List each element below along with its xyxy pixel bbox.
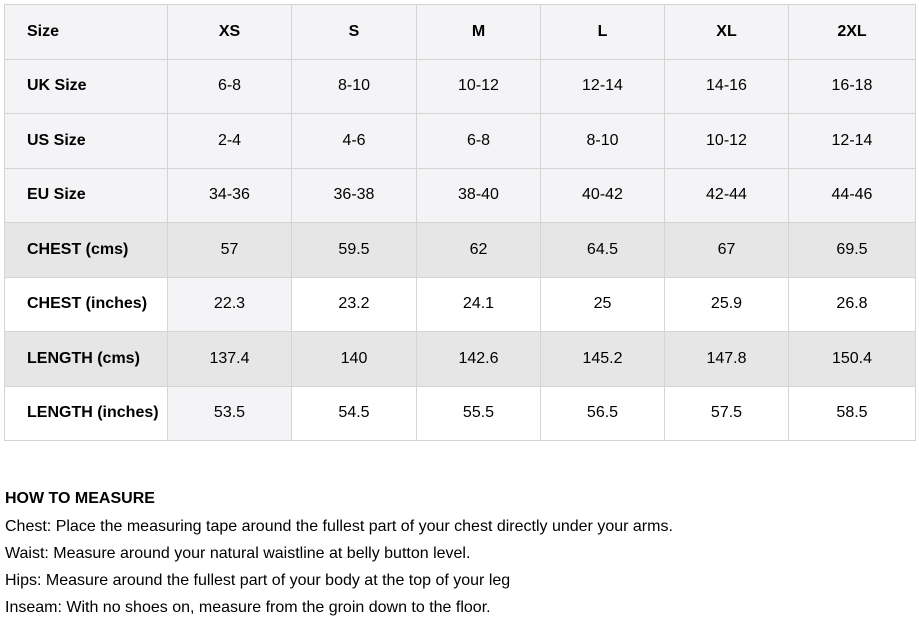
table-row-chest-cms — [5, 223, 916, 278]
table-row-uk-size — [5, 59, 916, 114]
table-row-chest-inches — [5, 277, 916, 332]
table-cell: 4-6 — [292, 114, 417, 169]
table-cell: 58.5 — [789, 386, 916, 441]
row-label: US Size — [5, 114, 168, 169]
header-cell-l: L — [541, 5, 665, 60]
table-cell: 147.8 — [665, 332, 789, 387]
table-cell: 8-10 — [292, 59, 417, 114]
table-cell: 12-14 — [541, 59, 665, 114]
table-cell: 2-4 — [168, 114, 292, 169]
how-to-measure-title: HOW TO MEASURE — [5, 490, 155, 507]
row-label: CHEST (inches) — [5, 277, 168, 332]
table-cell: 137.4 — [168, 332, 292, 387]
table-cell: 42-44 — [665, 168, 789, 223]
table-cell: 34-36 — [168, 168, 292, 223]
row-label: LENGTH (inches) — [5, 386, 168, 441]
table-cell: 24.1 — [417, 277, 541, 332]
table-cell: 12-14 — [789, 114, 916, 169]
table-cell: 6-8 — [168, 59, 292, 114]
table-cell: 142.6 — [417, 332, 541, 387]
table-cell: 67 — [665, 223, 789, 278]
measure-instruction-waist: Waist: Measure around your natural waistline at belly button level. — [5, 545, 471, 562]
how-to-measure-section — [5, 488, 910, 621]
table-cell: 36-38 — [292, 168, 417, 223]
table-cell: 57 — [168, 223, 292, 278]
measure-instruction-hips: Hips: Measure around the fullest part of your body at the top of your leg — [5, 572, 511, 589]
table-cell: 16-18 — [789, 59, 916, 114]
table-row-us-size — [5, 114, 916, 169]
table-cell: 57.5 — [665, 386, 789, 441]
header-cell-m: M — [417, 5, 541, 60]
table-cell: 23.2 — [292, 277, 417, 332]
row-label: LENGTH (cms) — [5, 332, 168, 387]
row-label: EU Size — [5, 168, 168, 223]
table-cell: 22.3 — [168, 277, 292, 332]
table-cell: 55.5 — [417, 386, 541, 441]
table-cell: 69.5 — [789, 223, 916, 278]
table-cell: 62 — [417, 223, 541, 278]
table-cell: 26.8 — [789, 277, 916, 332]
table-cell: 140 — [292, 332, 417, 387]
table-header-row — [5, 5, 916, 60]
table-cell: 25 — [541, 277, 665, 332]
measure-instruction-inseam: Inseam: With no shoes on, measure from the groin down to the floor. — [5, 599, 491, 616]
table-cell: 150.4 — [789, 332, 916, 387]
table-cell: 53.5 — [168, 386, 292, 441]
table-cell: 6-8 — [417, 114, 541, 169]
table-cell: 10-12 — [417, 59, 541, 114]
table-cell: 40-42 — [541, 168, 665, 223]
table-cell: 25.9 — [665, 277, 789, 332]
table-row-eu-size — [5, 168, 916, 223]
header-cell-2xl: 2XL — [789, 5, 916, 60]
table-row-length-inches — [5, 386, 916, 441]
table-cell: 8-10 — [541, 114, 665, 169]
header-cell-xl: XL — [665, 5, 789, 60]
table-cell: 64.5 — [541, 223, 665, 278]
row-label: UK Size — [5, 59, 168, 114]
table-cell: 38-40 — [417, 168, 541, 223]
table-cell: 44-46 — [789, 168, 916, 223]
header-cell-s: S — [292, 5, 417, 60]
size-chart-table — [4, 4, 916, 441]
table-cell: 14-16 — [665, 59, 789, 114]
row-label: CHEST (cms) — [5, 223, 168, 278]
measure-instruction-chest: Chest: Place the measuring tape around the fullest part of your chest directly under your arms. — [5, 518, 673, 535]
table-cell: 54.5 — [292, 386, 417, 441]
header-cell-xs: XS — [168, 5, 292, 60]
header-cell-size: Size — [5, 5, 168, 60]
table-row-length-cms — [5, 332, 916, 387]
table-cell: 145.2 — [541, 332, 665, 387]
table-cell: 56.5 — [541, 386, 665, 441]
table-cell: 59.5 — [292, 223, 417, 278]
table-cell: 10-12 — [665, 114, 789, 169]
